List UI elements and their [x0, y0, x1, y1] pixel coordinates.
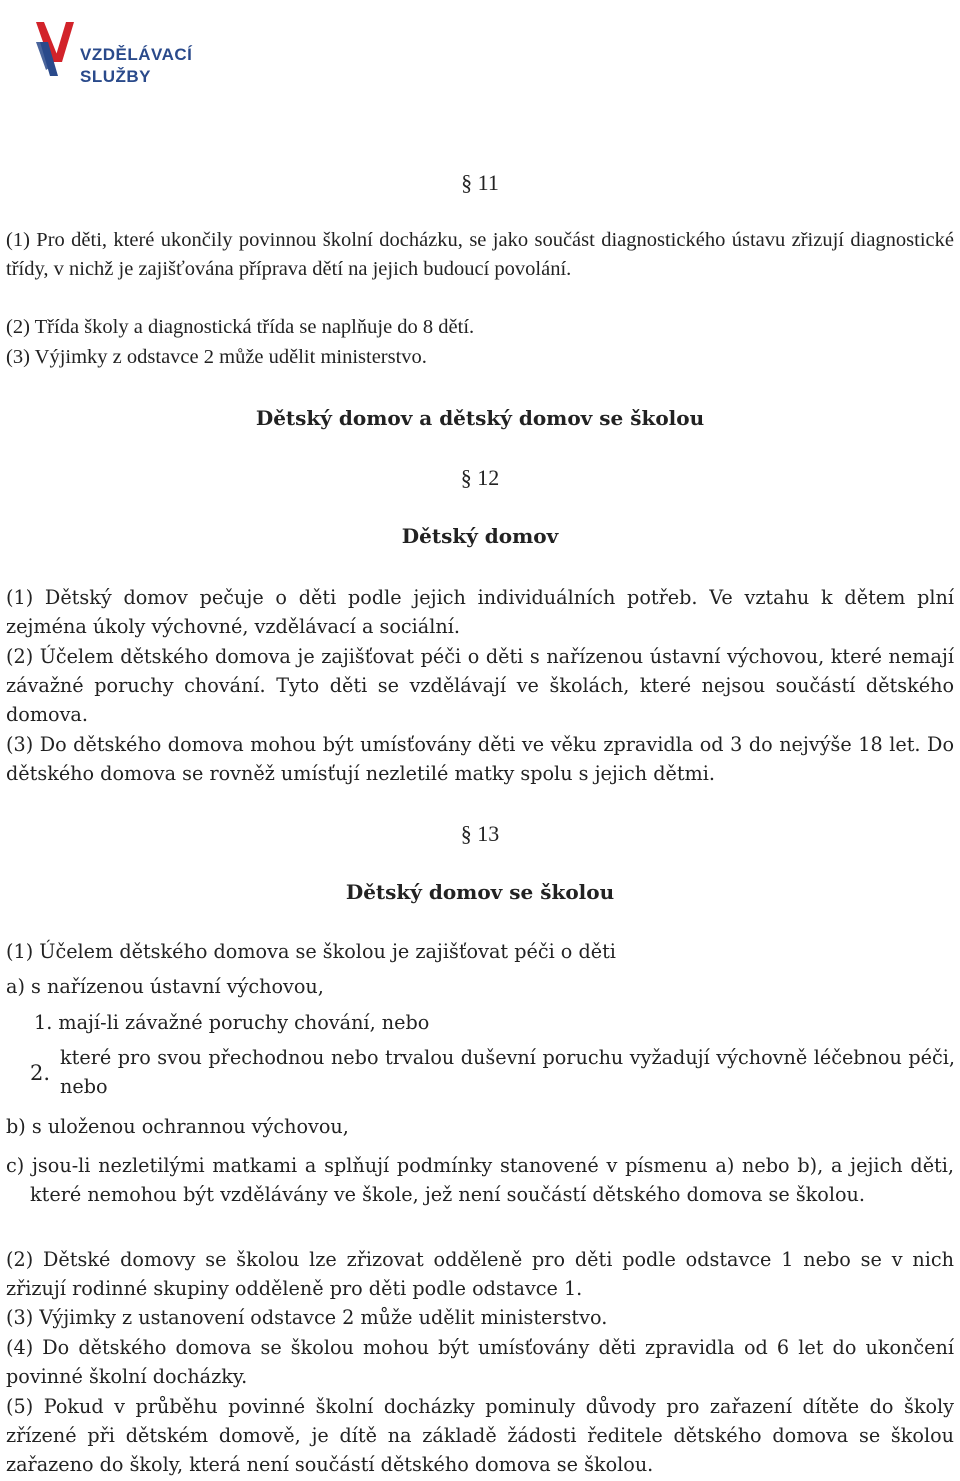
section-11-paragraph-1: (1) Pro děti, které ukončily povinnou školní docházku, se jako součást diagnostického ústavu zřizují diagnostické třídy, v nichž je zajišťována příprava dětí na jejich budoucí povolání. — [6, 229, 954, 280]
section-13-paragraph-3: (3) Výjimky z ustanovení odstavce 2 může udělit ministerstvo. — [6, 1306, 608, 1329]
section-12-paragraph-3: (3) Do dětského domova mohou být umísťovány děti ve věku zpravidla od 3 do nejvýše 18 let. Do dětského domova se rovněž umísťují nezletilé matky spolu s jejich dětmi. — [6, 733, 954, 785]
section-11-heading: § 11 — [461, 170, 499, 195]
section-11-paragraph-3: (3) Výjimky z odstavce 2 může udělit ministerstvo. — [6, 346, 427, 368]
section-13-paragraph-1: (1) Účelem dětského domova se školou je zajišťovat péči o děti — [6, 940, 616, 963]
section-13-paragraph-2: (2) Dětské domovy se školou lze zřizovat odděleně pro děti podle odstavce 1 nebo se v nich zřizují rodinné skupiny odděleně pro děti podle odstavce 1. — [6, 1248, 954, 1300]
section-12-title: Dětský domov — [401, 524, 559, 548]
section-13-item-c: c) jsou-li nezletilými matkami a splňují podmínky stanovené v písmenu a) nebo b), a jejich děti, které nemohou být vzdělávány ve škole, jež není součástí dětského domova se školou. — [6, 1154, 954, 1206]
section-13-heading: § 13 — [460, 821, 500, 846]
section-12-paragraph-2: (2) Účelem dětského domova je zajišťovat péči o děti s nařízenou ústavní výchovou, které nemají závažné poruchy chování. Tyto děti se vzdělávají ve školách, které nejsou součástí dětského domova. — [6, 645, 954, 726]
section-12-heading: § 12 — [460, 465, 500, 490]
logo-line1: VZDĚLÁVACÍ — [80, 45, 193, 64]
section-13-item-a2-number: 2. — [30, 1061, 51, 1085]
part-title: Dětský domov a dětský domov se školou — [255, 406, 705, 430]
section-13-item-a1: 1. mají-li závažné poruchy chování, nebo — [34, 1011, 430, 1034]
section-13-title: Dětský domov se školou — [345, 880, 615, 904]
section-12-paragraph-1: (1) Dětský domov pečuje o děti podle jejich individuálních potřeb. Ve vztahu k dětem plní zejména úkoly výchovné, vzdělávací a sociální. — [6, 586, 954, 638]
section-13-paragraph-5: (5) Pokud v průběhu povinné školní docházky pominuly důvody pro zařazení dítěte do školy zřízené při dětském domově, je dítě na základě žádosti ředitele dětského domova se školou zařazeno do školy, která není součástí dětského domova se školou. — [6, 1395, 954, 1476]
section-13-item-a2: které pro svou přechodnou nebo trvalou duševní poruchu vyžadují výchovně léčebnou péči, nebo — [60, 1046, 955, 1098]
vzdelavaci-sluzby-logo — [34, 18, 193, 93]
section-11-paragraph-2: (2) Třída školy a diagnostická třída se naplňuje do 8 dětí. — [6, 316, 475, 338]
logo-line2: SLUŽBY — [80, 67, 151, 86]
section-13-item-b: b) s uloženou ochrannou výchovou, — [6, 1115, 349, 1138]
section-13-paragraph-4: (4) Do dětského domova se školou mohou být umísťovány děti zpravidla od 6 let do ukončení povinné školní docházky. — [6, 1336, 954, 1388]
section-13-item-a: a) s nařízenou ústavní výchovou, — [6, 975, 324, 998]
